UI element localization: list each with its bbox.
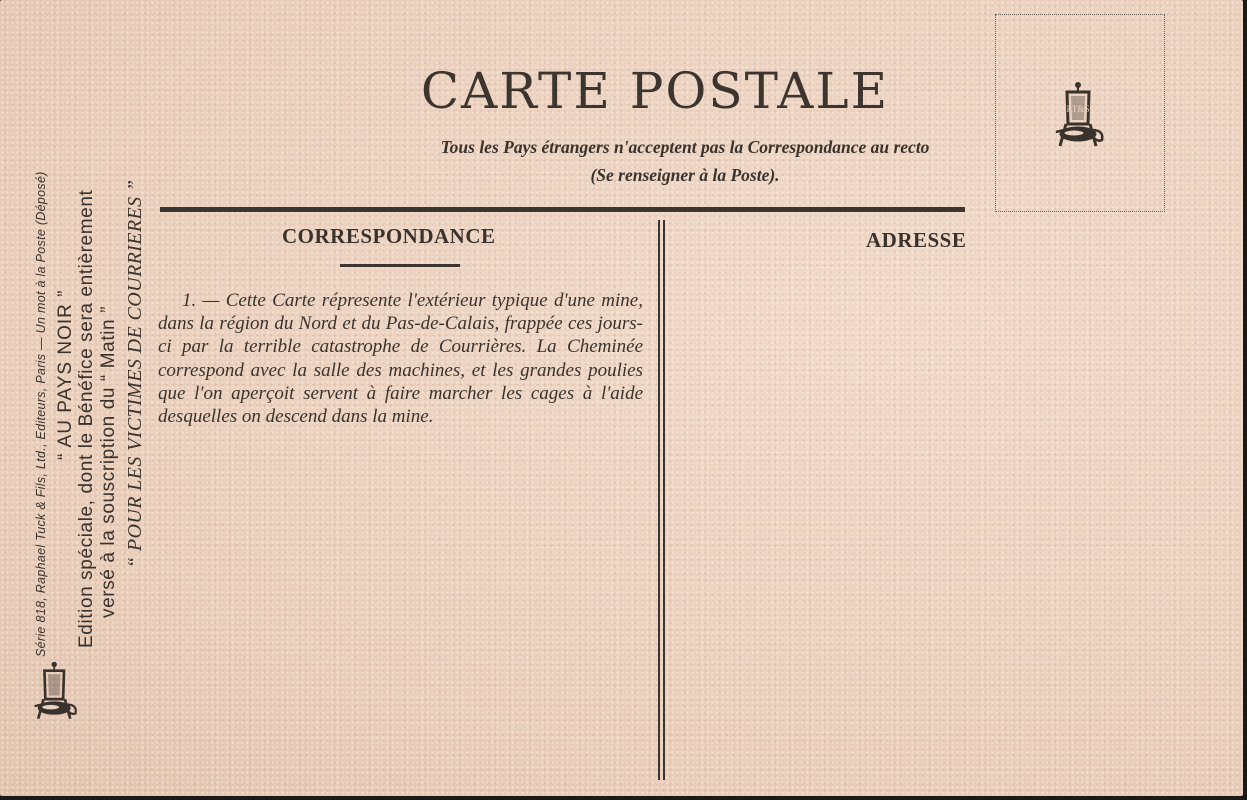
card-title: CARTE POSTALE	[420, 62, 890, 120]
edition-line-2: versé à la souscription du “ Matin ”	[98, 306, 119, 618]
logo-monogram: RT&S	[1066, 104, 1090, 114]
easel-palette-icon	[1052, 80, 1108, 152]
postal-notice-line1: Tous les Pays étrangers n'acceptent pas la Correspondance au recto	[440, 137, 930, 157]
victims-dedication: “ POUR LES VICTIMES DE COURRIERES ”	[124, 179, 146, 568]
corner-easel-palette-icon	[30, 660, 82, 724]
publisher-line: Série 818, Raphael Tuck & Fils, Ltd., Editeurs, Paris — Un mot à la Poste (Déposé)	[34, 171, 48, 657]
series-name: “ AU PAYS NOIR ”	[55, 289, 76, 460]
postal-notice-line2: (Se renseigner à la Poste).	[590, 165, 780, 185]
correspondance-heading: CORRESPONDANCE	[282, 224, 496, 248]
edition-line-1: Edition spéciale, dont le Bénéfice sera entièrement	[76, 189, 97, 648]
adresse-heading: ADRESSE	[866, 228, 967, 252]
card-description: 1. — Cette Carte répresente l'extérieur typique d'une mine, dans la région du Nord et du Pas-de-Calais, frappée ces jours-ci par la terrible catastrophe de Courrières. La Cheminée correspond avec la salle des machines, et les grandes poulies que l'on aperçoit servent à faire marcher les cages à l'aide desquelles on descend dans la mine.	[158, 290, 643, 428]
